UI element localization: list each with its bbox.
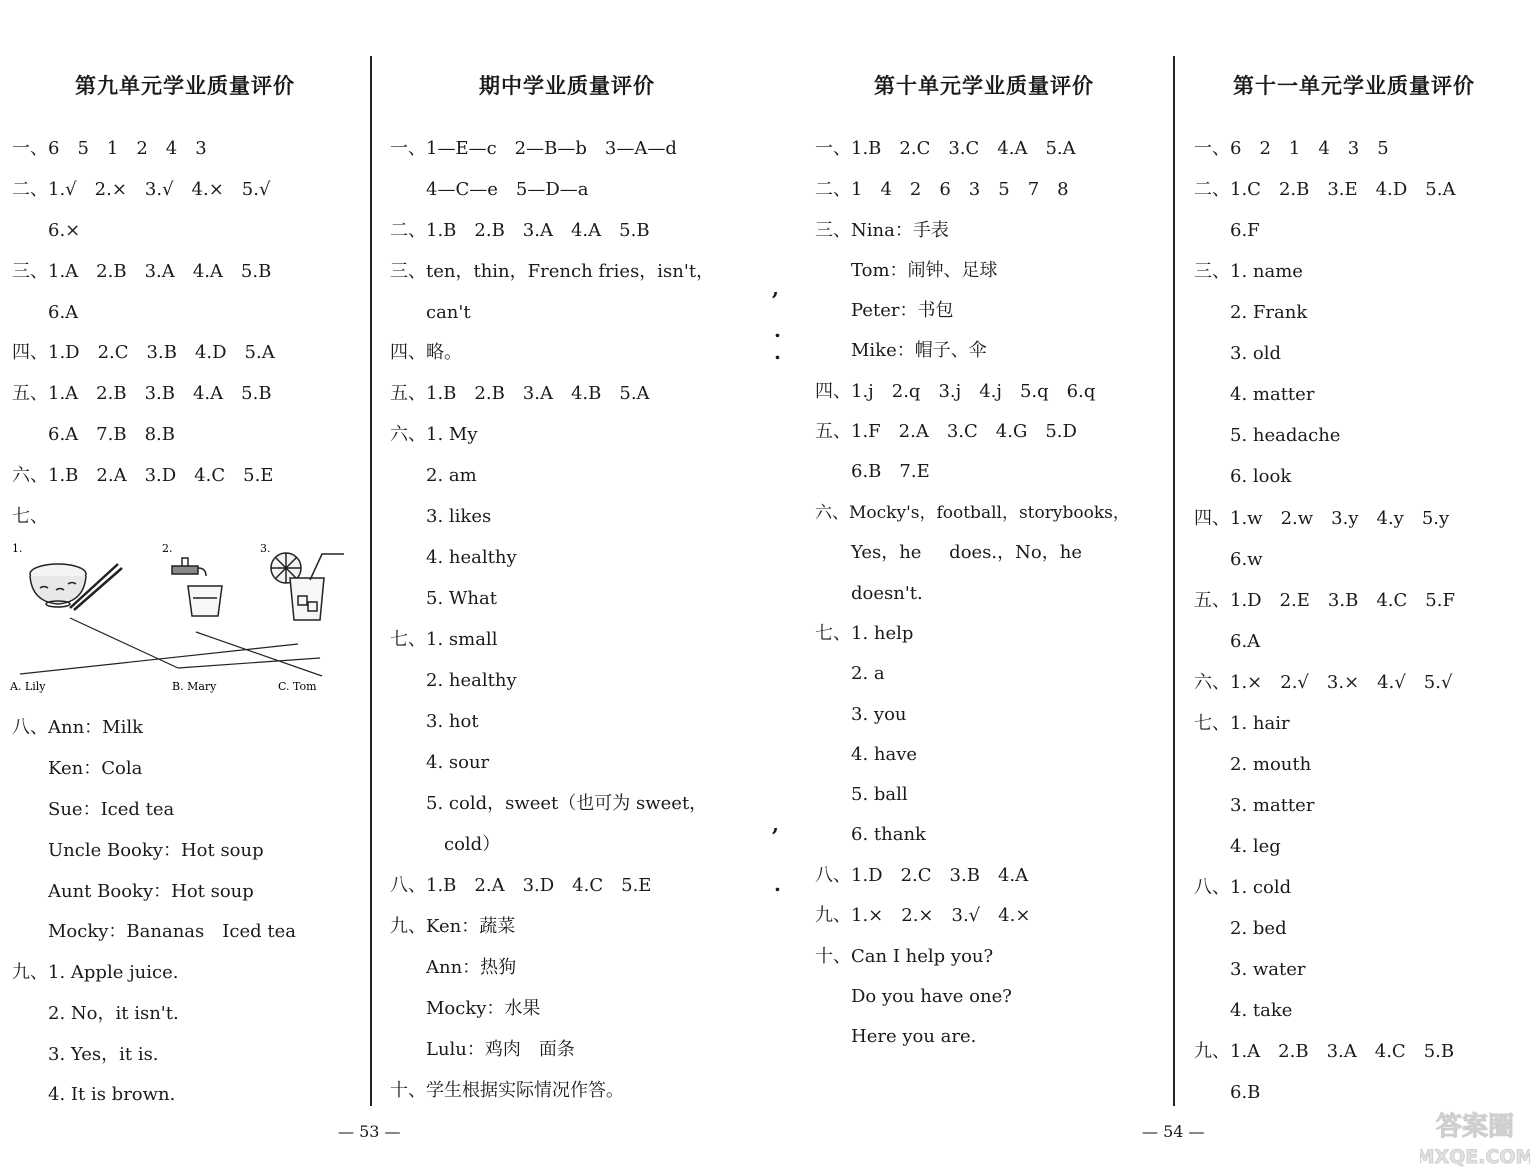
tap-water-icon	[172, 558, 222, 616]
column-midterm	[372, 0, 762, 1120]
answer-line: 一、1.B 2.C 3.C 4.A 5.A	[815, 138, 1076, 159]
answer-line: 4—C—e 5—D—a	[390, 179, 589, 200]
answer-line: 七、1. hair	[1194, 713, 1290, 734]
answer-line: 5. cold，sweet（也可为 sweet，	[390, 793, 708, 814]
gutter-mark: ,	[772, 812, 779, 836]
answer-line: 2. Frank	[1194, 302, 1308, 323]
answer-line: 五、1.F 2.A 3.C 4.G 5.D	[815, 421, 1077, 442]
answer-line: Sue：Iced tea	[12, 799, 175, 820]
answer-line: Ann：热狗	[390, 957, 517, 978]
answer-line: 5. What	[390, 588, 497, 609]
answer-line: 六、1.× 2.√ 3.× 4.√ 5.√	[1194, 672, 1453, 693]
answer-line: 八、Ann：Milk	[12, 717, 144, 738]
answer-line: 二、1 4 2 6 3 5 7 8	[815, 179, 1069, 200]
answer-line: 五、1.B 2.B 3.A 4.B 5.A	[390, 383, 650, 404]
matching-figure	[10, 538, 350, 696]
answer-line: 三、Nina：手表	[815, 220, 949, 241]
answer-line: Uncle Booky：Hot soup	[12, 840, 264, 861]
figure-number: 3.	[260, 542, 271, 555]
rice-bowl-icon	[30, 564, 122, 610]
answer-line: 四、略。	[390, 342, 462, 363]
column-unit-11	[1176, 0, 1532, 1120]
answer-line: 二、1.C 2.B 3.E 4.D 5.A	[1194, 179, 1456, 200]
answer-line: 6.×	[12, 220, 81, 241]
answer-line: 九、1.A 2.B 3.A 4.C 5.B	[1194, 1041, 1455, 1062]
answer-line: 十、Can I help you?	[815, 946, 994, 967]
answer-line: 一、1—E—c 2—B—b 3—A—d	[390, 138, 677, 159]
answer-line: Tom：闹钟、足球	[815, 260, 998, 281]
answer-line: 2. am	[390, 465, 477, 486]
answer-line: 六、1. My	[390, 424, 478, 445]
answer-line: Mocky：Bananas Iced tea	[12, 921, 296, 942]
column-unit-9	[0, 0, 370, 1120]
answer-line: 6.w	[1194, 549, 1263, 570]
answer-line: 3. water	[1194, 959, 1306, 980]
figure-name: B. Mary	[172, 680, 217, 693]
iced-drink-icon	[271, 553, 344, 620]
answer-line: 2. a	[815, 663, 885, 684]
answer-line: 6. thank	[815, 824, 926, 845]
figure-name: A. Lily	[10, 680, 46, 693]
answer-line: 十、学生根据实际情况作答。	[390, 1080, 624, 1101]
answer-line: 六、Mocky's，football，storybooks，	[815, 503, 1130, 523]
answer-line: 三、1. name	[1194, 261, 1303, 282]
section-title: 第九单元学业质量评价	[75, 73, 295, 98]
answer-line: cold）	[390, 834, 501, 855]
figure-number: 1.	[12, 542, 23, 555]
answer-line: 四、1.w 2.w 3.y 4.y 5.y	[1194, 508, 1450, 529]
answer-line: 五、1.D 2.E 3.B 4.C 5.F	[1194, 590, 1455, 611]
answer-line: 3. likes	[390, 506, 492, 527]
answer-line: 3. you	[815, 704, 907, 725]
answer-line: Mike：帽子、伞	[815, 340, 987, 361]
answer-line: 3. matter	[1194, 795, 1315, 816]
answer-line: 九、Ken：蔬菜	[390, 916, 516, 937]
answer-line: Do you have one?	[815, 986, 1012, 1007]
answer-line: 七、1. help	[815, 623, 914, 644]
section-title: 第十一单元学业质量评价	[1233, 73, 1475, 98]
answer-line: Aunt Booky：Hot soup	[12, 881, 254, 902]
answer-line: 5. headache	[1194, 425, 1341, 446]
answer-line: 4. take	[1194, 1000, 1293, 1021]
gutter-mark: .	[774, 340, 781, 364]
answer-line: 六、1.B 2.A 3.D 4.C 5.E	[12, 465, 274, 486]
answer-line: 6.A 7.B 8.B	[12, 424, 175, 445]
section-title: 期中学业质量评价	[479, 73, 655, 98]
answer-line: Lulu：鸡肉 面条	[390, 1039, 575, 1060]
svg-text:MXQE.COM: MXQE.COM	[1420, 1146, 1530, 1168]
answer-line: Here you are.	[815, 1026, 977, 1047]
answer-line: 四、1.j 2.q 3.j 4.j 5.q 6.q	[815, 381, 1096, 402]
gutter-mark: ,	[772, 276, 779, 300]
answer-line: 2. bed	[1194, 918, 1287, 939]
column-unit-10	[795, 0, 1173, 1120]
answer-line: 一、6 5 1 2 4 3	[12, 138, 207, 159]
answer-line: Mocky：水果	[390, 998, 541, 1019]
answer-line: 6.B	[1194, 1082, 1261, 1103]
answer-line: 6. look	[1194, 466, 1292, 487]
figure-name: C. Tom	[278, 680, 317, 693]
page-number: — 53 —	[338, 1122, 401, 1141]
figure-number: 2.	[162, 542, 173, 555]
answer-line: 6.B 7.E	[815, 461, 930, 482]
answer-line: doesn't.	[815, 583, 923, 604]
gutter-mark: .	[774, 318, 781, 342]
answer-line: 4. It is brown.	[12, 1084, 176, 1105]
answer-line: 二、1.B 2.B 3.A 4.A 5.B	[390, 220, 650, 241]
answer-line: 4. have	[815, 744, 918, 765]
answer-line: 3. Yes，it is.	[12, 1044, 159, 1065]
answer-line: 4. sour	[390, 752, 490, 773]
answer-line: 二、1.√ 2.× 3.√ 4.× 5.√	[12, 179, 271, 200]
answer-line: 八、1.B 2.A 3.D 4.C 5.E	[390, 875, 652, 896]
answer-line: 四、1.D 2.C 3.B 4.D 5.A	[12, 342, 275, 363]
answer-line: 2. healthy	[390, 670, 517, 691]
answer-line: 5. ball	[815, 784, 908, 805]
answer-line: 6.F	[1194, 220, 1260, 241]
answer-line: can't	[390, 302, 471, 323]
gutter-mark: .	[774, 872, 781, 896]
page-number: — 54 —	[1142, 1122, 1205, 1141]
answer-line: 6.A	[12, 302, 79, 323]
section-title: 第十单元学业质量评价	[874, 73, 1094, 98]
answer-line: 3. old	[1194, 343, 1282, 364]
column-divider	[1173, 56, 1175, 1106]
answer-line: Peter：书包	[815, 300, 954, 321]
answer-line: 八、1.D 2.C 3.B 4.A	[815, 865, 1029, 886]
answer-line: 七、1. small	[390, 629, 498, 650]
answer-line: Ken：Cola	[12, 758, 143, 779]
answer-line: 4. healthy	[390, 547, 517, 568]
answer-line: 4. leg	[1194, 836, 1281, 857]
answer-line: 九、1. Apple juice.	[12, 962, 179, 983]
answer-line: 三、ten，thin，French fries，isn't，	[390, 261, 715, 282]
answer-line: 3. hot	[390, 711, 479, 732]
svg-text:答案圈: 答案圈	[1435, 1112, 1515, 1142]
answer-line: 6.A	[1194, 631, 1261, 652]
answer-line: 九、1.× 2.× 3.√ 4.×	[815, 905, 1031, 926]
watermark-logo	[1420, 1101, 1530, 1171]
answer-line: 2. No，it isn't.	[12, 1003, 179, 1024]
answer-line: 八、1. cold	[1194, 877, 1292, 898]
matching-lines	[20, 618, 322, 676]
answer-line: 三、1.A 2.B 3.A 4.A 5.B	[12, 261, 272, 282]
answer-line: 五、1.A 2.B 3.B 4.A 5.B	[12, 383, 272, 404]
answer-line: 2. mouth	[1194, 754, 1312, 775]
answer-line: 七、	[12, 506, 48, 527]
answer-line: Yes，he does.，No，he	[815, 542, 1082, 563]
answer-line: 4. matter	[1194, 384, 1315, 405]
answer-line: 一、6 2 1 4 3 5	[1194, 138, 1389, 159]
